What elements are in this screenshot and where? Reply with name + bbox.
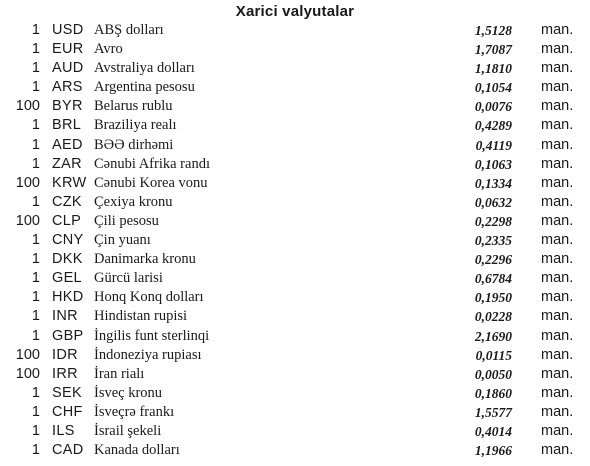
rate-unit: man. [541, 98, 574, 115]
rate-unit: man. [541, 117, 574, 134]
currency-code: CHF [52, 403, 83, 420]
exchange-rate: 0,1054 [474, 80, 512, 96]
currency-code: GEL [52, 270, 82, 287]
currency-row [0, 307, 590, 326]
rate-unit: man. [541, 174, 574, 191]
currency-code: AED [52, 136, 83, 153]
currency-row [0, 40, 590, 59]
rate-unit: man. [541, 251, 574, 268]
currency-name: Hindistan rupisi [94, 308, 188, 325]
exchange-rate: 0,1860 [474, 385, 512, 401]
rate-unit: man. [541, 422, 574, 439]
currency-name: Honq Konq dolları [94, 289, 204, 306]
rate-unit: man. [541, 270, 574, 287]
currency-code: IRR [52, 365, 78, 382]
currency-amount: 100 [15, 346, 40, 363]
currency-code: AUD [52, 60, 84, 77]
currency-name: Kanada dolları [94, 442, 180, 459]
exchange-rate: 0,1334 [474, 175, 512, 191]
exchange-rate: 0,0632 [474, 194, 512, 210]
exchange-rate: 1,7087 [474, 42, 512, 58]
currency-amount: 1 [31, 155, 40, 172]
rate-unit: man. [541, 384, 574, 401]
rate-unit: man. [541, 232, 574, 249]
currency-code: SEK [52, 384, 82, 401]
currency-name: İsveç kronu [94, 384, 163, 401]
exchange-rate: 0,2298 [474, 213, 512, 229]
currency-code: ZAR [52, 155, 82, 172]
currency-name: İran rialı [94, 365, 145, 382]
currency-row [0, 231, 590, 250]
currency-code: DKK [52, 251, 83, 268]
currency-code: CZK [52, 193, 82, 210]
currency-code: CLP [52, 212, 82, 229]
currency-name: Cənubi Korea vonu [94, 174, 208, 191]
currency-code: HKD [52, 289, 84, 306]
exchange-rate: 0,0050 [474, 366, 512, 382]
rate-unit: man. [541, 327, 574, 344]
currency-row [0, 365, 590, 384]
rate-unit: man. [541, 155, 574, 172]
rate-unit: man. [541, 136, 574, 153]
rate-unit: man. [541, 60, 574, 77]
currency-row [0, 174, 590, 193]
currency-row [0, 269, 590, 288]
currency-name: Cənubi Afrika randı [94, 155, 210, 172]
currency-amount: 1 [31, 289, 40, 306]
currency-name: ABŞ dolları [94, 22, 164, 38]
currency-row [0, 136, 590, 155]
currency-row [0, 441, 590, 460]
currency-code: CNY [52, 232, 84, 249]
currency-row [0, 193, 590, 212]
rate-unit: man. [541, 346, 574, 363]
currency-code: CAD [52, 442, 84, 459]
exchange-rate: 1,1966 [474, 443, 512, 459]
rate-unit: man. [541, 308, 574, 325]
currency-row [0, 346, 590, 365]
currency-code: ARS [52, 79, 83, 96]
currency-amount: 1 [31, 251, 40, 268]
currency-amount: 1 [31, 60, 40, 77]
currency-code: BRL [52, 117, 82, 134]
currency-row [0, 288, 590, 307]
currency-name: Çili pesosu [94, 212, 159, 229]
currency-amount: 1 [31, 232, 40, 249]
currency-amount: 100 [15, 365, 40, 382]
currency-amount: 1 [31, 22, 40, 38]
currency-row [0, 116, 590, 135]
rate-unit: man. [541, 41, 574, 58]
currency-row [0, 327, 590, 346]
exchange-rate: 0,2335 [474, 233, 512, 249]
currency-row [0, 97, 590, 116]
currency-name: İsrail şekeli [94, 422, 162, 439]
currency-row [0, 212, 590, 231]
currency-row [0, 155, 590, 174]
currency-name: Avro [94, 41, 123, 58]
currency-amount: 1 [31, 79, 40, 96]
currency-code: INR [52, 308, 78, 325]
exchange-rate: 0,1950 [474, 290, 512, 306]
currency-name: Danimarka kronu [94, 251, 196, 268]
currency-row [0, 384, 590, 403]
currency-name: Çexiya kronu [94, 193, 173, 210]
currency-name: BƏƏ dirhəmi [94, 136, 174, 153]
currency-code: ILS [52, 422, 75, 439]
currency-row [0, 21, 590, 40]
currency-row [0, 250, 590, 269]
currency-name: Avstraliya dolları [94, 60, 195, 77]
currency-code: EUR [52, 41, 84, 58]
currency-name: İsveçrə frankı [94, 403, 175, 420]
exchange-rate: 0,0115 [475, 347, 512, 363]
currency-name: Braziliya realı [94, 117, 177, 134]
rate-unit: man. [541, 212, 574, 229]
currency-amount: 1 [31, 384, 40, 401]
currency-row [0, 403, 590, 422]
currency-code: USD [52, 22, 84, 38]
currency-amount: 1 [31, 308, 40, 325]
currency-amount: 1 [31, 270, 40, 287]
currency-name: Belarus rublu [94, 98, 173, 115]
currency-amount: 1 [31, 136, 40, 153]
currency-amount: 1 [31, 403, 40, 420]
currency-amount: 1 [31, 193, 40, 210]
currency-row [0, 78, 590, 97]
currency-name: Argentina pesosu [94, 79, 195, 96]
rate-unit: man. [541, 289, 574, 306]
exchange-rate: 0,0228 [474, 309, 512, 325]
currency-name: Gürcü larisi [94, 270, 163, 287]
rate-unit: man. [541, 442, 574, 459]
rate-unit: man. [541, 365, 574, 382]
exchange-rate: 0,1063 [474, 156, 512, 172]
exchange-rate: 0,2296 [474, 252, 512, 268]
currency-amount: 1 [31, 41, 40, 58]
exchange-rate: 0,4119 [475, 137, 512, 153]
currency-amount: 1 [31, 442, 40, 459]
exchange-rate: 1,5577 [474, 404, 512, 420]
exchange-rate: 0,4014 [474, 423, 512, 439]
currency-amount: 1 [31, 117, 40, 134]
exchange-rate: 0,0076 [474, 99, 512, 115]
currency-name: Çin yuanı [94, 232, 151, 249]
currency-name: İndoneziya rupiası [94, 346, 202, 363]
currency-row [0, 59, 590, 78]
currency-code: GBP [52, 327, 84, 344]
page-title: Xarici valyutalar [235, 3, 355, 20]
currency-code: IDR [52, 346, 78, 363]
currency-amount: 1 [31, 422, 40, 439]
currency-row [0, 422, 590, 441]
rate-unit: man. [541, 193, 574, 210]
exchange-rate: 1,1810 [474, 61, 512, 77]
rate-unit: man. [541, 403, 574, 420]
rate-unit: man. [541, 22, 574, 38]
currency-amount: 1 [31, 327, 40, 344]
exchange-rate: 0,6784 [474, 271, 512, 287]
exchange-rate: 0,4289 [474, 118, 512, 134]
currency-amount: 100 [15, 174, 40, 191]
rate-unit: man. [541, 79, 574, 96]
currency-name: İngilis funt sterlinqi [94, 327, 210, 344]
currency-code: BYR [52, 98, 83, 115]
currency-amount: 100 [15, 98, 40, 115]
exchange-rate: 1,5128 [474, 23, 512, 38]
currency-table [0, 21, 590, 460]
currency-amount: 100 [15, 212, 40, 229]
currency-code: KRW [52, 174, 87, 191]
exchange-rate: 2,1690 [474, 328, 512, 344]
